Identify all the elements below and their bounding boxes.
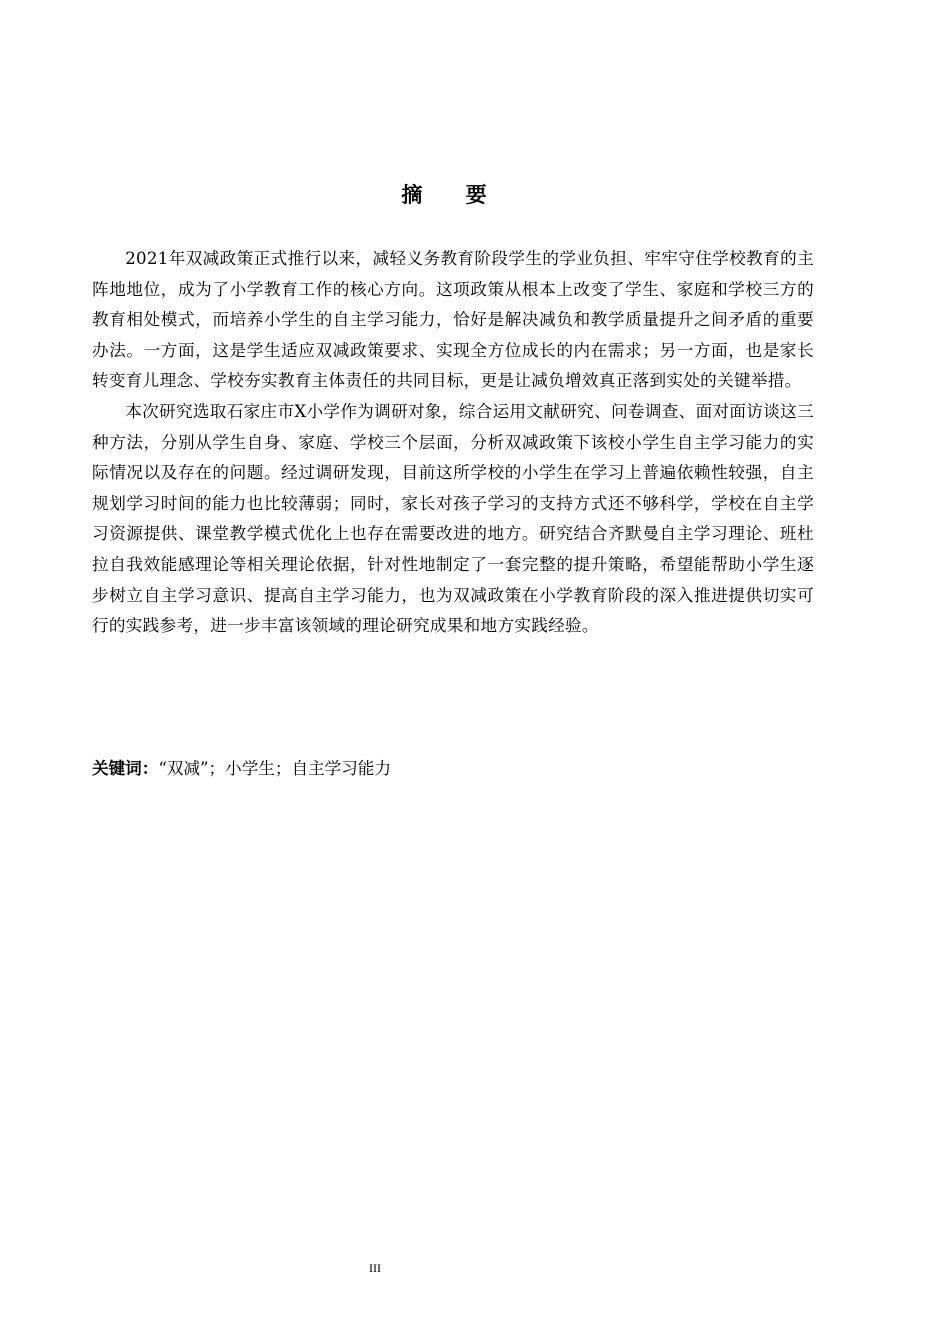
abstract-paragraph-1: 2021年双减政策正式推行以来，减轻义务教育阶段学生的学业负担、牢牢守住学校教育的主阵地地位，成为了小学教育工作的核心方向。这项政策从根本上改变了学生、家庭和学校三方的教育相处模式，而培养小学生的自主学习能力，恰好是解决减负和教学质量提升之间矛盾的重要办法。一方面，这是学生适应双减政策要求、实现全方位成长的内在需求；另一方面，也是家长转变育儿理念、学校夯实教育主体责任的共同目标，更是让减负增效真正落到实处的关键举措。 xyxy=(92,249,814,391)
keywords-text: “双减”；小学生；自主学习能力 xyxy=(158,759,392,778)
keywords-line xyxy=(92,754,814,784)
abstract-paragraph-2: 本次研究选取石家庄市X小学作为调研对象，综合运用文献研究、问卷调查、面对面访谈这三种方法，分别从学生自身、家庭、学校三个层面，分析双减政策下该校小学生自主学习能力的实际情况以及存在的问题。经过调研发现，目前这所学校的小学生在学习上普遍依赖性较强，自主规划学习时间的能力也比较薄弱；同时，家长对孩子学习的支持方式还不够科学，学校在自主学习资源提供、课堂教学模式优化上也存在需要改进的地方。研究结合齐默曼自主学习理论、班杜拉自我效能感理论等相关理论依据，针对性地制定了一套完整的提升策略，希望能帮助小学生逐步树立自主学习意识、提高自主学习能力，也为双减政策在小学教育阶段的深入推进提供切实可行的实践参考，进一步丰富该领域的理论研究成果和地方实践经验。 xyxy=(92,401,814,636)
page-title: 摘 要 xyxy=(401,183,505,207)
keywords-label: 关键词： xyxy=(92,759,159,778)
abstract-body xyxy=(92,244,814,642)
page-number: III xyxy=(369,1261,381,1275)
